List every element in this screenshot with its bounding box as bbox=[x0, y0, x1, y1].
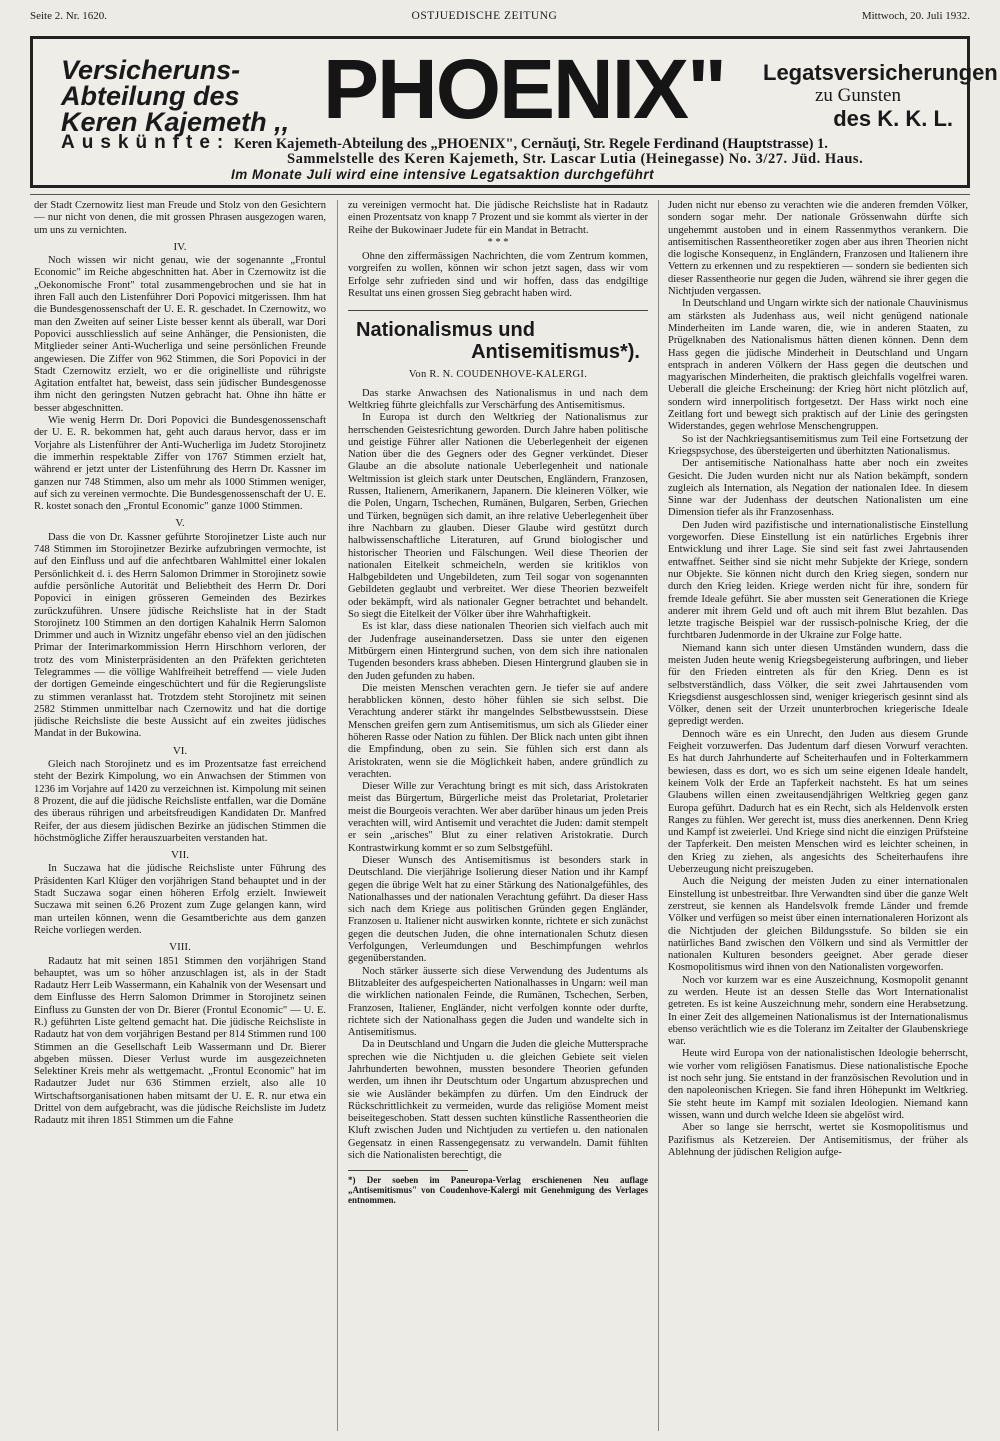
section-number: IV. bbox=[173, 240, 187, 253]
paragraph: Dieser Wunsch des Antisemitismus ist besonders stark in Deutschland. Die vierjährige Isolierung dieser Nation und ihr Kampf gegen die übrige Welt hat zu einer Stärkung des Nationalgefühles, des Nationalhasses und der nationalen Verachtung geführt. Da dieser Hass sich nach dem Kriege aus politischen Gründen gegen Engländer, Franzosen u. Italiener nicht auswirken konnte, richtete er sich zunächst gegen die deutschen Juden, die ohne internationalen Schutz diesen Verfolgungen, Verleumdungen und Beschimpfungen wehrlos gegenüberstanden. bbox=[348, 854, 648, 965]
ad-announcement: Im Monate Juli wird eine intensive Legatsaktion durchgeführt bbox=[231, 167, 655, 182]
phoenix-advertisement bbox=[30, 36, 998, 188]
paragraph: Da in Deutschland und Ungarn die Juden die gleiche Muttersprache sprechen wie die Nichtjuden u. die gleichen Gebiete seit vielen Jahrhunderten bewohnen, mussten besondere Theorien gefunden werden, um ihnen ihr Deutschtum oder Ungartum abzusprechen und sie wie Ausländer bekämpfen zu dürfen. Um den Eindruck der Rückschrittlichkeit zu vermeiden, wurde das religiöse Moment meist beiseitegeschoben. Statt dessen suchten künstliche Rassentheorien die Kluft zwischen Juden und Nichtjuden zu vertiefen u. den nationalen Gegensatz in einen Rassengegensatz zu verwandeln. Damit fühlten sich die Nationalisten berechtigt, die bbox=[348, 1039, 648, 1162]
ad-right-title: Legatsversicherungen zu Gunsten des K. K. L. bbox=[763, 60, 998, 131]
column-divider bbox=[658, 200, 659, 1431]
column-3 bbox=[668, 200, 968, 1431]
article-title: Nationalismus und Antisemitismus*). bbox=[356, 319, 640, 364]
section-number: VI. bbox=[172, 744, 188, 757]
paragraph: Wie wenig Herrn Dr. Dori Popovici die Bundesgenossenschaft der U. E. R. bekommen hat, geht auch daraus hervor, dass er im Vorjahre als Listenführer der Anti-Wucherliga im Judetz Storojinetz die immerhin respektable Ziffer von 1767 Stimmen erzielt hat, während er jetzt unter der Listenführung des Herrn Dr. Kassner im ganzen nur 748 Stimmen, also um mehr als 1000 Stimmen weniger, auf sich zu vereinen vermochte. Die Bundesgenossenschaft der U. E. R. kostet sonach den „Frontul Economic" ganze 1000 Stimmen. bbox=[34, 415, 326, 513]
paragraph: In Deutschland und Ungarn wirkte sich der nationale Chauvinismus am stärksten als Judenhass aus, weil nicht genügend nationale Minderheiten im Lande waren, die, wie in anderen Staaten, zu Prügelknaben des Nationalismus hätten dienen können. Denn dem Hass gegen die jüdische Minderheit in Deutschland und Ungarn entsprach in anderen Völkern der Hass gegen die deutschen und magyarischen Minderheiten, die praktisch gleichfalls vogelfrei waren. Ueberall die gleiche Erscheinung: der Krieg hört nicht plötzlich auf, sondern wird innerpolitisch fortgesetzt. Der Hass wirkt noch eine Zeitlang fort und bewegt sich praktisch auf der Linie des geringsten Widerstandes, gegen wehrlose Menschengruppen. bbox=[668, 298, 968, 433]
ad-address-1: Keren Kajemeth-Abteilung des „PHOENIX", Cernăuţi, Str. Regele Ferdinand (Hauptstrasse) 1. bbox=[233, 136, 828, 152]
paragraph: Radautz hat mit seinen 1851 Stimmen den vorjährigen Stand behauptet, was um so höher anzuschlagen ist, als in der Stadt Radautz Herr Leib Wassermann, ein Kahalnik von der Wesensart und dem Einflusse des Herrn Salomon Drimmer in Storojinetz seinen Einfluss zu Gunsten der von Dr. Bierer (Frontul Economic" — U. E. R.) geführten Liste geltend gemacht hat. Die jüdische Reichsliste in Radautz hat von dem vorjährigen Bestand per 814 Stimmen rund 100 Stimmen an die Gesellschaft Leib Wassermann und Dr. Bierer abgeben müssen. Dieser Verlust wurde im ausgezeichneten Selektiner Kreis mehr als wettgemacht. „Frontul Economic" hat im Radautzer Judet nur 636 Stimmen erzielt, also alle 10 Wirtschaftsorganisationen haben mitsamt der U. E. R. nur etwa ein Drittel von dem aufgebracht, was die jüdische Reichsliste im Judetz Radautz mit ihren 1851 Stimmen um die Fahne bbox=[34, 955, 326, 1127]
paragraph: Noch wissen wir nicht genau, wie der sogenannte „Frontul Economic" im Reiche abgeschnitten hat. Aber in Czernowitz ist die „Oekonomische Front" total zusammengebrochen und sie hat in ihren Fall auch den Listenführer Dori Popovici mitgerissen. Ihm hat die Bundesgenossenschaft der U. E. R. geschadet. In Czernowitz, wo man den Zweiten auf seiner Liste besser kennt als überall, war Dori Popovici ausschliesslich auf seine Anhänger, die Pensionisten, die Mitglieder seiner Anti-Wucherliga und seine persönlichen Freunde angewiesen. Die Ziffer von 962 Stimmen, die Sori Popovici in der Stadt Czernowitz erzielt, wo er die originelliste und rührigste Agitation entfaltet hat, beweist, dass sein jüdischer Bundesgenosse ihm nicht den geringsten Nutzen gebracht hat. Ohne ihn hätte er besser abgeschnitten. bbox=[34, 255, 326, 414]
paragraph: Gleich nach Storojinetz und es im Prozentsatze fast erreichend steht der Bezirk Kimpolung, wo ein Anwachsen der Stimmen von 1236 im Vorjahre auf 1420 zu verzeichnen ist. Kimpolung mit seinen 8 Prozent, die auf die jüdische Reichsliste entfallen, war die Domäne des überaus rührigen und arbeitsfreudigen Kandidaten Dr. Manfred Reifer, der aus diesem jüdischen Bezirke an jüdischen Stimmen die höchstmögliche Ziffer herauszuarbeiten verstanden hat. bbox=[34, 759, 326, 844]
article-byline: Von R. N. COUDENHOVE-KALERGI. bbox=[408, 369, 588, 381]
column-2 bbox=[348, 200, 648, 1431]
masthead bbox=[30, 10, 970, 26]
page-number: Seite 2. Nr. 1620. bbox=[30, 10, 107, 22]
ad-left-title: Versicheruns- Abteilung des Keren Kajemeth ,, bbox=[61, 55, 290, 137]
article-divider bbox=[348, 310, 648, 311]
issue-date: Mittwoch, 20. Juli 1932. bbox=[861, 10, 970, 22]
ad-info bbox=[61, 132, 953, 182]
paragraph: zu vereinigen vermocht hat. Die jüdische Reichsliste hat in Radautz einen Prozentsatz von knapp 7 Prozent und sie kommt als vierter in der Reihe der Bukowinaer Judete für ein Mandat in Betracht. bbox=[348, 200, 648, 236]
ad-info-label: Auskünfte: bbox=[61, 132, 231, 153]
newspaper-title: OSTJUEDISCHE ZEITUNG bbox=[411, 10, 558, 22]
paragraph: So ist der Nachkriegsantisemitismus zum Teil eine Fortsetzung der Kriegspsychose, des übersteigerten und überhitzten Nationalismus. bbox=[668, 433, 968, 457]
paragraph: Dennoch wäre es ein Unrecht, den Juden aus diesem Grunde Feigheit vorzuwerfen. Das Judentum darf diesen Vorwurf verachten. Es hat durch Jahrhunderte auf Scheiterhaufen und in Folterkammern bewiesen, dass es dort, wo es sich um seine eigenen Ideale handelt, keinem Volk der Erde an Tapferkeit nachsteht. Es hat um seines Glaubens willen einen zweitausendjährigen Weltkrieg gegen ganz Europa geführt. Dadurch hat es ein Recht, sich als Heldenvolk ersten Ranges zu fühlen. Wer gerecht ist, muss dies anerkennen. Denn Krieg und Kampf ist zweierlei. Und Kriege sind nicht die einzigen Prüfsteine der Tapferkeit. Den meisten Menschen wird es leichter scheinen, in den Krieg zu ziehen, als angesichts des Scheiterhaufens ihre Ueberzeugung nicht preiszugeben. bbox=[668, 728, 968, 876]
paragraph: Den Juden wird pazifistische und internationalistische Einstellung vorgeworfen. Diese Einstellung ist ein natürliches Ergebnis ihrer Entwicklung und ihrer Lage. Sie sind seit fast zwei Jahrtausenden entwaffnet. Seither sind sie nicht mehr Subjekte der Kriege, sondern nur Objekte. Sie können nicht durch den Krieg siegen, sondern nur durch den Krieg leiden. Kriege werden nicht für ihre, sondern für fremde Ideale geführt. Sie aber mussten seit Generationen die Kriege anderer mit ihrem Geld und oft auch mit ihrem Blut bezahlen. Das letzte tragische Beispiel war der russisch-polnische Krieg, der die furchtbaren Judenmorde in der Ukraine zur Folge hatte. bbox=[668, 519, 968, 642]
column-1 bbox=[34, 200, 326, 1431]
ad-divider bbox=[30, 194, 970, 195]
paragraph: Dass die von Dr. Kassner geführte Storojinetzer Liste auch nur 748 Stimmen im Storojinetzer Bezirke aufzubringen vermochte, ist auf den Einfluss und auf die anfechtbaren Wahlmittel einer lokalen Persönlichkeit d. i. des Herrn Salomon Drimmer in Storojinetz sowie aufdie persönliche Autorität und Beliebtheit des Herrn Dr. Dori Popovici in einigen grösseren Gemeinden des Bezirkes zurückzuführen. Unsere jüdische Reichsliste hat in der Stadt Storojinetz 100 Stimmen an den dortigen Kahalnik Herrn Salomon Drimmer und auch in Wiznitz ungefähr ebenso viel an den jüdischen Primar der Interimarkommission Herrn Hirschhorn verloren, der trotz des vom Ministerpräsidenten an den Präfekten gerichteten Telegrammes — die völlige Wahlfreiheit betreffend — viele Juden der dortigen Gemeinde eingeschüchtert und für die Regierungsliste zu stimmen veranlasst hat. Trotzdem steht Storojinetz mit seinen 2582 Stimmen unmittelbar nach Czernowitz und hat die dortige jüdische Reichsliste die beste Aussicht auf ein zweites jüdisches Mandat in der Bukowina. bbox=[34, 531, 326, 740]
paragraph: Die meisten Menschen verachten gern. Je tiefer sie auf andere herabblicken können, desto höher fühlen sie sich selbst. Die Verachtung anderer stärkt ihr mangelndes Selbstbewusstsein. Diese Menschen greifen gern zum Antisemitismus, um sich als Glieder einer höheren Rasse oder Nation zu fühlen. Der Blick nach unten gibt ihnen die Empfindung, oben zu sein. Sie fühlen sich erst dann als Aristokraten, wenn sie die Möglichkeit haben, andere gründlich zu verachten. bbox=[348, 682, 648, 780]
paragraph: Das starke Anwachsen des Nationalismus in und nach dem Weltkrieg führte gleichfalls zur Verschärfung des Antisemitismus. bbox=[348, 387, 648, 411]
paragraph: Auch die Neigung der meisten Juden zu einer internationalen Einstellung ist unbestreitbar. Ihre Verwandten sind über die ganze Welt zerstreut, sie kennen als Handelsvolk fremde Länder und fremde Völker und verfügen so meist über einen internationaleren Horizont als die Nichtjuden der gleichen Bildungsstufe. So bilden sie ein natürliches Band zwischen den Völkern und sind als Vermittler der nationalen Kulturen besonders geeignet. Aber gerade dieser Kosmopolitismus wird ihnen von den Nationalisten vorgeworfen. bbox=[668, 876, 968, 974]
paragraph: Der antisemitische Nationalhass hatte aber noch ein zweites Gesicht. Die Juden wurden nicht nur als Nation bekämpft, sondern zugleich als Internation, als Negation der nationalen Idee. In diesem Sinne war der Judenhass der deutschen Nationalisten um eine Dimension tiefer als ihr Franzosenhass. bbox=[668, 458, 968, 519]
paragraph: In Suczawa hat die jüdische Reichsliste unter Führung des Präsidenten Karl Klüger den vorjährigen Stand behauptet und in der Stadt Suczawa sogar einen höheren Erfolg erzielt. Inwieweit Suczawa mit seinen 6.26 Prozent zum Zuge gelangen kann, wird man urteilen können, wenn die Gesamtberichte aus dem ganzen Reiche vorliegen werden. bbox=[34, 863, 326, 936]
paragraph: In Europa ist durch den Weltkrieg der Nationalismus zur herrschenden Geistesrichtung geworden. Durch Jahre haben politische und geistige Führer aller Nationen die Ueberlegenheit der eigenen Nation über die des Gegners oder des Gegner verkündet. Dieser Glaube an die absolute nationale Ueberlegenheit und nationale Weltmission ist gleich stark unter Deutschen, Engländern, Franzosen, Russen, Italienern, Amerikanern, Japanern. Die kleineren Völker, wie die Polen, Ungarn, Tschechen, Rumänen, Bulgaren, Serben, Griechen und Türken, begnügen sich damit, an ihre relative Ueberlegenheit über ihre Nachbarn zu glauben. Dieser Glaube wird gestützt durch halbwissenschaftliche Literaturen, auf Grund biologischer und historischer Theorien und Fälschungen. Weil diese Theorien der nationalen Eitelkeit schmeicheln, werden sie kritiklos von Halbgebildeten und Ungebildeten, zum Teil sogar von sogenannten Gebildeten geglaubt und verbreitet. Wer diese Theorien bezweifelt oder bekämpft, wird als nationaler Gegner betrachtet und behandelt. So siegt die Eitelkeit der Völker über ihre Wahrhaftigkeit. bbox=[348, 412, 648, 621]
column-divider bbox=[337, 200, 338, 1431]
paragraph: Niemand kann sich unter diesen Umständen wundern, dass die meisten Juden heute wenig Kriegsbegeisterung aufbringen, und lieber für den Frieden eintreten als für den Krieg. Denn es ist selbstverständlich, dass Völker, die seit zwei Jahrtausenden vom Kriegsdienst ausgeschlossen sind, weniger kriegerisch gesinnt sind als Völker, denen seit der Urzeit ununterbrochen kriegerische Ideale gepredigt werden. bbox=[668, 642, 968, 728]
section-number: V. bbox=[175, 517, 185, 530]
section-number: VII. bbox=[170, 849, 190, 862]
paragraph: Dieser Wille zur Verachtung bringt es mit sich, dass Aristokraten meist das Bürgertum, Bürgerliche meist das Proletariat, Proletarier meist die Bourgeois verachten. Wer aber darüber hinaus um jeden Preis verachten will, wird Antisemit und verachtet die Juden: damit stempelt er sein „arisches" Blut zu einer relativen Aristokratie. Durch Kontrastwirkung kommt er so zum Selbstgefühl. bbox=[348, 781, 648, 854]
section-separator: * * * bbox=[487, 236, 509, 248]
paragraph: der Stadt Czernowitz liest man Freude und Stolz von den Gesichtern — nur nicht von denen, die mit grossen Phrasen ausgezogen waren, um uns zu vernichten. bbox=[34, 200, 326, 236]
paragraph: Aber so lange sie herrscht, wertet sie Kosmopolitismus und Pazifismus als Ketzereien. Der Antisemitismus, der früher als Ablehnung der jüdischen Religion aufge- bbox=[668, 1122, 968, 1158]
paragraph: Juden nicht nur ebenso zu verachten wie die anderen fremden Völker, sondern sogar mehr. Der nationale Grössenwahn dürfte sich ungehemmt austoben und in einem Rassenmythos verankern. Die antisemitischen Rassentheoretiker zogen aber aus ihren Theorien nicht die logische Konsequenz, in Engländern, Franzosen und Italienern ihre Vettern zu erkennen und zu respektieren — sondern sie bedienten sich dieser Rassentheorie nur gegen die Juden, während sie ihrer gegen die Nichtjuden vergassen. bbox=[668, 200, 968, 298]
ad-address-2: Sammelstelle des Keren Kajemeth, Str. Lascar Lutia (Heinegasse) No. 3/27. Jüd. Haus. bbox=[287, 151, 864, 167]
paragraph: Noch vor kurzem war es eine Auszeichnung, Kosmopolit genannt zu werden. Heute ist an dessen Stelle das Wort Internationalist getreten. Es ist keine Auszeichnung mehr, sondern eine Herabsetzung. In einer Zeit des allgemeinen Nationalismus ist der Internationalismus ebenso verächtlich wie es die Toleranz im Zeitalter der Glaubenskriege war. bbox=[668, 974, 968, 1048]
paragraph: Ohne den ziffermässigen Nachrichten, die vom Zentrum kommen, vorgreifen zu wollen, können wir schon jetzt sagen, dass wir vom Erfolge sehr zufrieden sind und wir hoffen, dass das endgiltige Resultat uns einen grossen Sieg gebracht haben wird. bbox=[348, 251, 648, 300]
paragraph: Heute wird Europa von der nationalistischen Ideologie beherrscht, wie vorher vom religiösen Fanatismus. Diese nationalistische Epoche ist noch sehr jung. Sie entstand in der französischen Revolution und in den napoleonischen Kriegen. Sie fand ihren Höhepunkt im Weltkrieg. Sie steht heute im Kampf mit sozialen Ideologien. Niemand kann wissen, wann und durch welche Ideen sie abgelöst wird. bbox=[668, 1048, 968, 1121]
ad-brand-phoenix: PHOENIX" bbox=[323, 42, 725, 136]
paragraph: Es ist klar, dass diese nationalen Theorien sich vielfach auch mit der Judenfrage auseinandersetzen. Dass sie unter den eigenen Mitbürgern einen Hintergrund suchen, von dem sich ihre nationalen Tugenden besonders krass abheben. Diesen Hintergrund glauben sie in den Juden gefunden zu haben. bbox=[348, 621, 648, 682]
section-number: VIII. bbox=[169, 941, 191, 954]
paragraph: Noch stärker äusserte sich diese Verwendung des Judentums als Blitzableiter des aufgespeicherten Nationalhasses in Ungarn: weil man die wirklichen nationalen Feinde, die Rumänen, Tschechen, Serben, Franzosen, Italiener, Engländer, nicht verfolgen konnte oder durfte, richtete sich der Nationalhass gegen die Juden und wandelte sich in Antisemitismus. bbox=[348, 965, 648, 1039]
footnote: *) Der soeben im Paneuropa-Verlag erschienenen Neu auflage „Antisemitismus" von Coudenhove-Kalergi mit Genehmigung des Verlages entnommen. bbox=[348, 1175, 648, 1206]
footnote-divider bbox=[348, 1170, 468, 1171]
